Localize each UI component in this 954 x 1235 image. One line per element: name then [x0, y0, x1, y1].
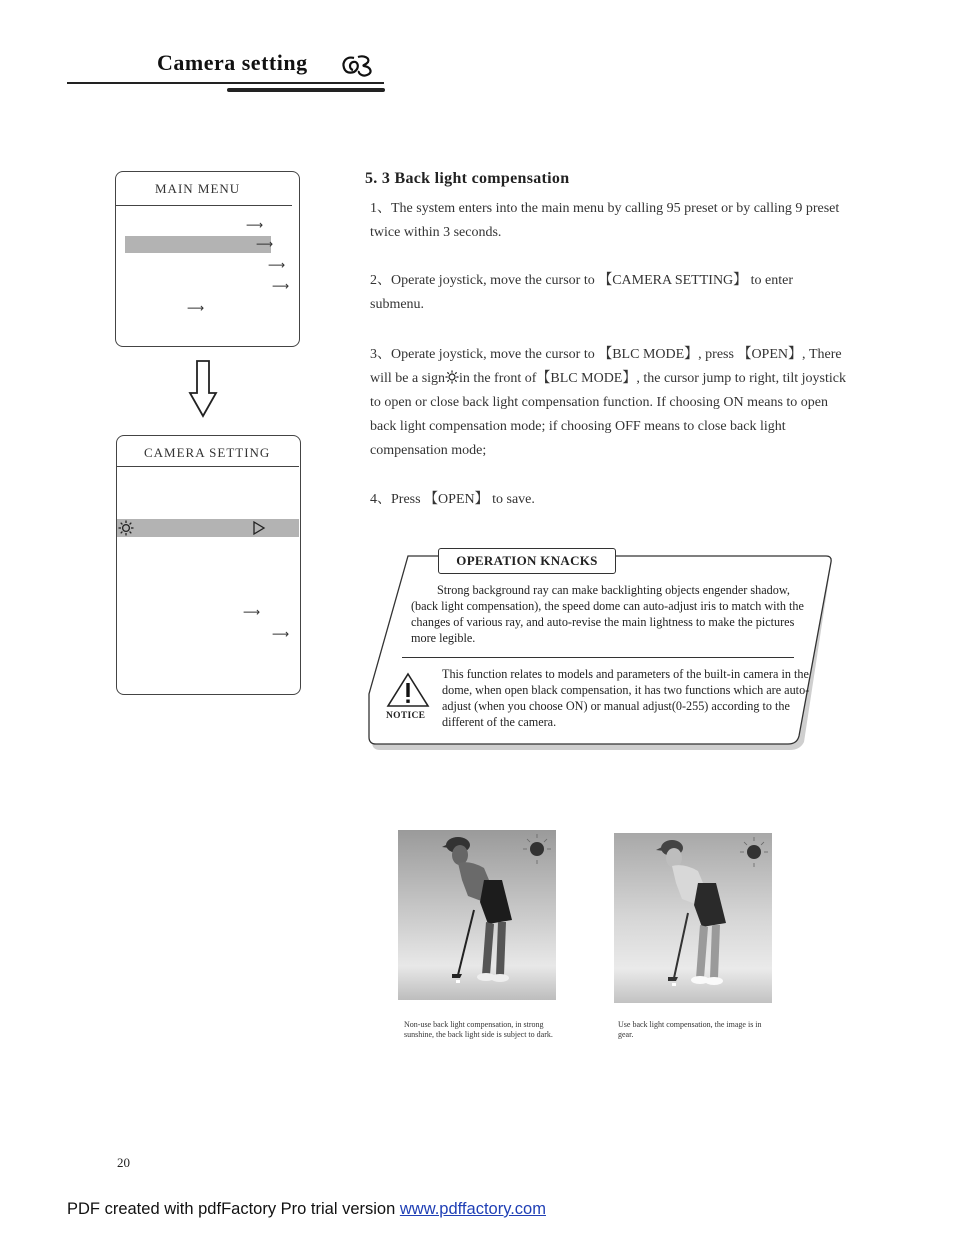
- golfer-bright-image: [614, 833, 772, 1003]
- decorative-logo-icon: [340, 52, 376, 78]
- right-image-caption: Use back light compensation, the image is in gear.: [618, 1020, 762, 1039]
- camera-menu-divider: [117, 466, 299, 467]
- step-4-text: 4、Press 【OPEN】 to save.: [370, 492, 535, 507]
- knacks-divider: [402, 657, 794, 658]
- pdf-footer: [67, 1200, 546, 1219]
- header-rule: [67, 82, 384, 84]
- sun-icon: [445, 370, 459, 384]
- submenu-arrow-icon: ⟶: [256, 237, 274, 251]
- main-menu-title: MAIN MENU: [155, 181, 241, 196]
- blc-mode-highlight-row: [117, 519, 299, 537]
- camera-setting-menu-title: CAMERA SETTING: [144, 445, 271, 460]
- section-heading: 5. 3 Back light compensation: [365, 170, 570, 187]
- step-2-text: 2、Operate joystick, move the cursor to 【CAMERA SETTING】 to enter submenu.: [370, 273, 794, 312]
- submenu-arrow-icon: ⟶: [187, 301, 205, 315]
- down-arrow-icon: [188, 360, 218, 418]
- pdffactory-link[interactable]: www.pdffactory.com: [399, 1200, 546, 1218]
- warning-icon: [386, 672, 430, 710]
- submenu-arrow-icon: ⟶: [272, 627, 290, 641]
- step-3-text: [370, 343, 850, 463]
- footer-text: PDF created with pdfFactory Pro trial version: [67, 1200, 400, 1218]
- sun-icon: [118, 520, 134, 536]
- step-3-text-a: 3、Operate joystick, move the cursor to 【BLC MODE】, press 【OPEN】, There will be a sign: [370, 347, 842, 386]
- submenu-arrow-icon: ⟶: [268, 258, 286, 272]
- golfer-dark-image: [398, 830, 556, 1000]
- operation-knacks-text: [411, 582, 811, 646]
- header-rule-thick: [227, 88, 385, 92]
- left-image-caption: Non-use back light compensation, in strong sunshine, the back light side is subject to dark.: [404, 1020, 553, 1039]
- notice-label: NOTICE: [386, 711, 426, 721]
- page-number: 20: [117, 1155, 130, 1170]
- main-menu-highlight: [125, 236, 274, 253]
- play-arrow-icon: [252, 521, 266, 535]
- operation-knacks-label: OPERATION KNACKS: [438, 548, 616, 574]
- submenu-arrow-icon: ⟶: [243, 605, 261, 619]
- step-3-text-b: in the front of【BLC MODE】, the cursor jump to right, tilt joystick to open or close back light compensation function. If choosing ON means to open back light compensation mode; if choosing OFF means to close back light compensation mode;: [370, 371, 846, 458]
- notice-text: This function relates to models and parameters of the built-in camera in the dome, when open black compensation, it has two functions which are auto-adjust (when you choose ON) or manual adjust(0-255) according to the different of the camera.: [442, 667, 810, 729]
- page-title: Camera setting: [157, 50, 308, 75]
- submenu-arrow-icon: ⟶: [272, 279, 290, 293]
- submenu-arrow-icon: ⟶: [246, 218, 264, 232]
- step-1-text: 1、The system enters into the main menu by calling 95 preset or by calling 9 preset twice within 3 seconds.: [370, 201, 840, 240]
- knacks-paragraph: Strong background ray can make backlighting objects engender shadow, (back light compensation), the speed dome can auto-adjust iris to match with the changes of various ray, and auto-revise the main lightness to make the pictures more legible.: [411, 583, 804, 645]
- camera-setting-menu-box: [116, 435, 301, 695]
- main-menu-divider: [116, 205, 292, 206]
